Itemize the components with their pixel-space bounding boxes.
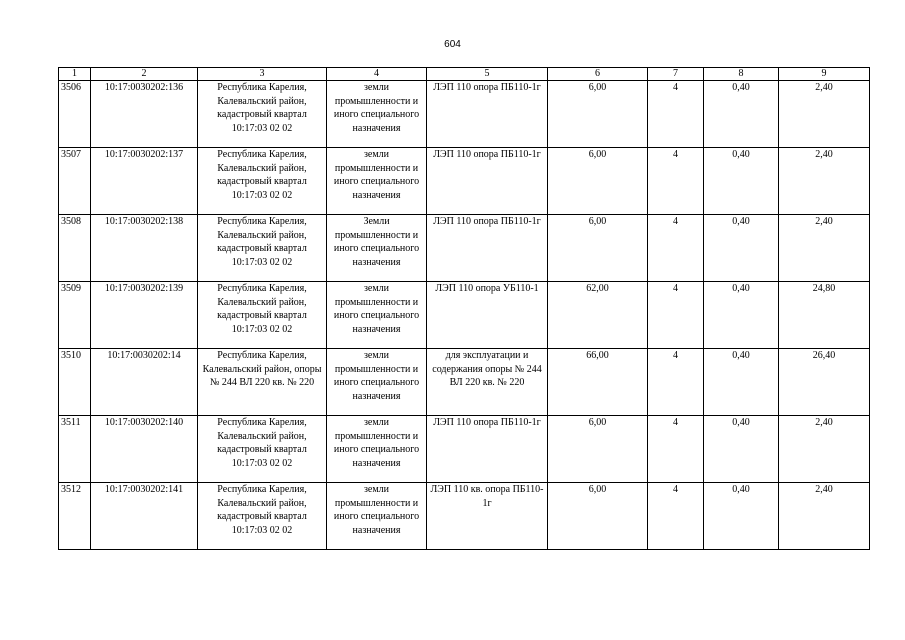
table-row [59,416,870,483]
coefficient-cell: 0,40 [704,416,779,483]
table-row [59,483,870,550]
land-category-cell: земли промышленности и иного специального назначения [327,148,427,215]
land-category-cell: Земли промышленности и иного специального назначения [327,215,427,282]
cadastral-number-cell: 10:17:0030202:139 [91,282,198,349]
amount-cell: 2,40 [779,416,870,483]
cadastral-number-cell: 10:17:0030202:141 [91,483,198,550]
row-number-cell: 3511 [59,416,91,483]
land-plots-table [58,67,870,550]
row-number-cell: 3510 [59,349,91,416]
row-number-cell: 3509 [59,282,91,349]
coefficient-cell: 0,40 [704,483,779,550]
column-header: 5 [427,68,548,81]
amount-cell: 26,40 [779,349,870,416]
coefficient-cell: 0,40 [704,215,779,282]
page-number: 604 [444,39,461,50]
permitted-use-cell: ЛЭП 110 опора ПБ110-1г [427,148,548,215]
area-cell: 6,00 [548,416,648,483]
table-row [59,81,870,148]
amount-cell: 2,40 [779,483,870,550]
column-header: 9 [779,68,870,81]
amount-cell: 2,40 [779,148,870,215]
column-header: 8 [704,68,779,81]
permitted-use-cell: ЛЭП 110 опора УБ110-1 [427,282,548,349]
location-cell: Республика Карелия, Калевальский район, кадастровый квартал 10:17:03 02 02 [198,483,327,550]
column-header: 7 [648,68,704,81]
cadastral-number-cell: 10:17:0030202:137 [91,148,198,215]
rate-cell: 4 [648,215,704,282]
table-row [59,148,870,215]
column-header: 3 [198,68,327,81]
row-number-cell: 3512 [59,483,91,550]
area-cell: 6,00 [548,81,648,148]
coefficient-cell: 0,40 [704,349,779,416]
coefficient-cell: 0,40 [704,148,779,215]
row-number-cell: 3506 [59,81,91,148]
land-category-cell: земли промышленности и иного специального назначения [327,416,427,483]
location-cell: Республика Карелия, Калевальский район, кадастровый квартал 10:17:03 02 02 [198,215,327,282]
location-cell: Республика Карелия, Калевальский район, кадастровый квартал 10:17:03 02 02 [198,416,327,483]
location-cell: Республика Карелия, Калевальский район, опоры № 244 ВЛ 220 кв. № 220 [198,349,327,416]
location-cell: Республика Карелия, Калевальский район, кадастровый квартал 10:17:03 02 02 [198,81,327,148]
permitted-use-cell: ЛЭП 110 кв. опора ПБ110-1г [427,483,548,550]
cadastral-number-cell: 10:17:0030202:140 [91,416,198,483]
rate-cell: 4 [648,81,704,148]
area-cell: 6,00 [548,483,648,550]
coefficient-cell: 0,40 [704,81,779,148]
table-row [59,215,870,282]
permitted-use-cell: ЛЭП 110 опора ПБ110-1г [427,81,548,148]
row-number-cell: 3508 [59,215,91,282]
coefficient-cell: 0,40 [704,282,779,349]
amount-cell: 24,80 [779,282,870,349]
location-cell: Республика Карелия, Калевальский район, кадастровый квартал 10:17:03 02 02 [198,148,327,215]
land-category-cell: земли промышленности и иного специального назначения [327,483,427,550]
table-row [59,282,870,349]
rate-cell: 4 [648,282,704,349]
rate-cell: 4 [648,483,704,550]
column-header: 4 [327,68,427,81]
permitted-use-cell: ЛЭП 110 опора ПБ110-1г [427,215,548,282]
land-category-cell: земли промышленности и иного специального назначения [327,282,427,349]
permitted-use-cell: для эксплуатации и содержания опоры № 244 ВЛ 220 кв. № 220 [427,349,548,416]
land-category-cell: земли промышленности и иного специального назначения [327,349,427,416]
column-header: 1 [59,68,91,81]
column-header: 6 [548,68,648,81]
table-header-row [59,68,870,81]
area-cell: 6,00 [548,215,648,282]
amount-cell: 2,40 [779,215,870,282]
area-cell: 6,00 [548,148,648,215]
rate-cell: 4 [648,416,704,483]
table-row [59,349,870,416]
cadastral-number-cell: 10:17:0030202:138 [91,215,198,282]
permitted-use-cell: ЛЭП 110 опора ПБ110-1г [427,416,548,483]
area-cell: 62,00 [548,282,648,349]
column-header: 2 [91,68,198,81]
cadastral-number-cell: 10:17:0030202:136 [91,81,198,148]
area-cell: 66,00 [548,349,648,416]
cadastral-number-cell: 10:17:0030202:14 [91,349,198,416]
location-cell: Республика Карелия, Калевальский район, кадастровый квартал 10:17:03 02 02 [198,282,327,349]
rate-cell: 4 [648,148,704,215]
rate-cell: 4 [648,349,704,416]
amount-cell: 2,40 [779,81,870,148]
land-category-cell: земли промышленности и иного специального назначения [327,81,427,148]
row-number-cell: 3507 [59,148,91,215]
